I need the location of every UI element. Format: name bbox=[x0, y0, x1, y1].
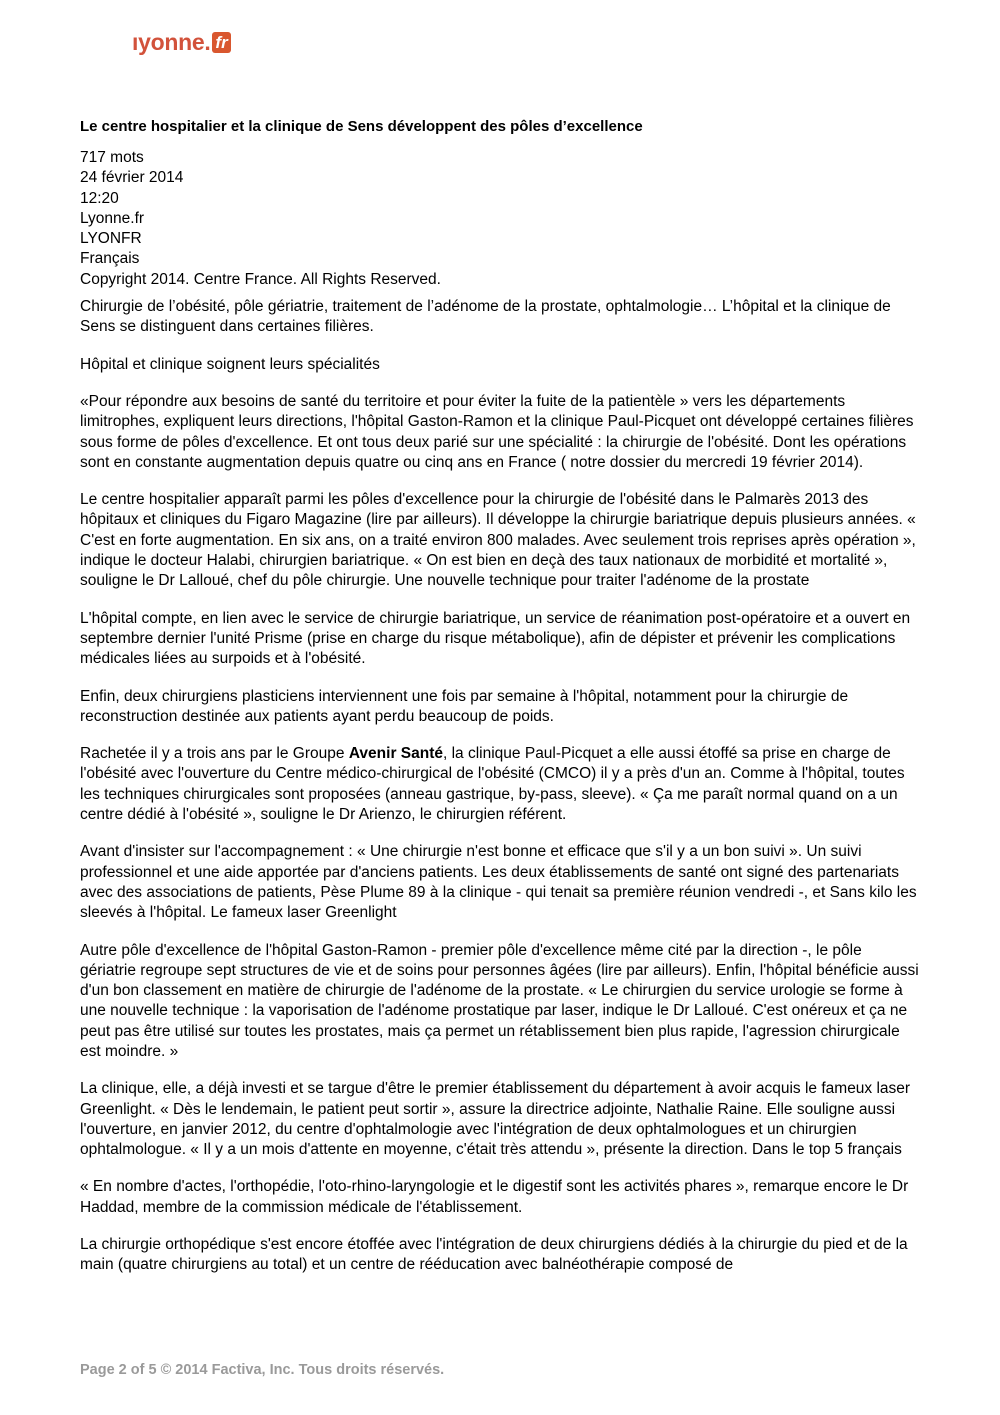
word-count: 717 mots bbox=[80, 149, 144, 166]
publication-time: 12:20 bbox=[80, 189, 119, 207]
article-title: Le centre hospitalier et la clinique de Sens développent des pôles d’excellence bbox=[80, 118, 643, 135]
logo-fr-badge: fr bbox=[212, 32, 230, 53]
paragraph: Avant d'insister sur l'accompagnement : « Une chirurgie n'est bonne et efficace que s'il y a un bon suivi ». Un suivi professionnel et une aide apportée par d'anciens patients. Les deux établissements de santé ont signé des partenariats avec des associations de patients, Pèse Plume 89 à la clinique - qui tenait sa première réunion vendredi -, et Sans kilo les sleevés à l'hôpital. Le fameux laser Greenlight bbox=[80, 843, 917, 922]
publication-date: 24 février 2014 bbox=[80, 169, 184, 187]
paragraph-text: , la clinique Paul-Picquet a elle aussi étoffé sa prise en charge de l'obésité avec l'ouverture du Centre médico-chirurgical de l'obésité (CMCO) il y a près d'un an. Comme à l'hôpital, toutes les techniques chirurgicales sont proposées (anneau gastrique, by-pass, sleeve). « Ça me paraît normal quand on a un centre dédié à l'obésité », souligne le Dr Arienzo, le chirurgien référent. bbox=[80, 745, 905, 824]
company-name: Avenir Santé bbox=[348, 745, 443, 763]
paragraph: Le centre hospitalier apparaît parmi les pôles d'excellence pour la chirurgie de l'obésité dans le Palmarès 2013 des hôpitaux et cliniques du Figaro Magazine (lire par ailleurs). Il développe la chirurgie bariatrique depuis plusieurs années. « C'est en forte augmentation. En six ans, on a traité environ 800 malades. Avec seulement trois reprises après opération », indique le docteur Halabi, chirurgien bariatrique. « On est bien en deçà des taux nationaux de morbidité et mortalité », souligne le Dr Lalloué, chef du pôle chirurgie. Une nouvelle technique pour traiter l'adénome de la prostate bbox=[80, 491, 916, 590]
copyright: Copyright 2014. Centre France. All Rights Reserved. bbox=[80, 270, 441, 288]
source-name: Lyonne.fr bbox=[80, 209, 145, 227]
paragraph: La chirurgie orthopédique s'est encore étoffée avec l'intégration de deux chirurgiens dédiés à la chirurgie du pied et de la main (quatre chirurgiens au total) et un centre de rééducation avec balnéothérapie composé de bbox=[80, 1236, 908, 1274]
paragraph: L'hôpital compte, en lien avec le service de chirurgie bariatrique, un service de réanimation post-opératoire et a ouvert en septembre dernier l'unité Prisme (prise en charge du risque métabolique), afin de dépister et prévenir les complications médicales liées au surpoids et à l'obésité. bbox=[80, 609, 911, 668]
paragraph: Enfin, deux chirurgiens plasticiens interviennent une fois par semaine à l'hôpital, notamment pour la chirurgie de reconstruction destinée aux patients ayant perdu beaucoup de poids. bbox=[80, 687, 849, 725]
source-code: LYONFR bbox=[80, 230, 142, 248]
paragraph: La clinique, elle, a déjà investi et se targue d'être le premier établissement du département à avoir acquis le fameux laser Greenlight. « Dès le lendemain, le patient peut sortir », assure la directrice adjointe, Nathalie Raine. Elle souligne aussi l'ouverture, en janvier 2012, du centre d'ophtalmologie avec l'intégration de deux ophtalmologues et un chirurgien ophtalmologue. « Il y a un mois d'attente en moyenne, c'était très attendu », présente la direction. Dans le top 5 français bbox=[80, 1080, 911, 1159]
logo-wordmark: ıyonne. bbox=[132, 28, 211, 55]
section-heading: Hôpital et clinique soignent leurs spécialités bbox=[80, 355, 380, 373]
paragraph-text: Rachetée il y a trois ans par le Groupe bbox=[80, 745, 349, 763]
paragraph: « En nombre d'actes, l'orthopédie, l'oto-rhino-laryngologie et le digestif sont les activités phares », remarque encore le Dr Haddad, membre de la commission médicale de l'établissement. bbox=[80, 1178, 909, 1216]
paragraph bbox=[80, 744, 920, 825]
lead-paragraph: Chirurgie de l’obésité, pôle gériatrie, traitement de l’adénome de la prostate, ophtalmologie… L’hôpital et la clinique de Sens se distinguent dans certaines filières. bbox=[80, 298, 891, 336]
paragraph: Autre pôle d'excellence de l'hôpital Gaston-Ramon - premier pôle d'excellence même cité par la direction -, le pôle gériatrie regroupe sept structures de vie et de soins pour personnes âgées (lire par ailleurs). Enfin, l'hôpital bénéficie aussi d'un bon classement en matière de chirurgie de l'adénome de la prostate. « Le chirurgien du service urologie se forme à une nouvelle technique : la vaporisation de l'adénome prostatique par laser, indique le Dr Lalloué. C'est onéreux et ça ne peut pas être utilisé sur toutes les prostates, mais ça permet un rétablissement bien plus rapide, l'agression chirurgicale est moindre. » bbox=[80, 941, 919, 1060]
site-logo bbox=[132, 26, 231, 58]
article bbox=[80, 118, 920, 1293]
page-footer: Page 2 of 5 © 2014 Factiva, Inc. Tous droits réservés. bbox=[80, 1362, 445, 1378]
language: Français bbox=[80, 250, 140, 268]
paragraph: «Pour répondre aux besoins de santé du territoire et pour éviter la fuite de la patientèle » vers les départements limitrophes, expliquent leurs directions, l'hôpital Gaston-Ramon et la clinique Paul-Picquet ont développé certaines filières sous forme de pôles d'excellence. Et ont tous deux parié sur une spécialité : la chirurgie de l'obésité. Dont les opérations sont en constante augmentation depuis quatre ou cinq ans en France ( notre dossier du mercredi 19 février 2014). bbox=[80, 392, 914, 471]
article-meta bbox=[80, 148, 920, 290]
